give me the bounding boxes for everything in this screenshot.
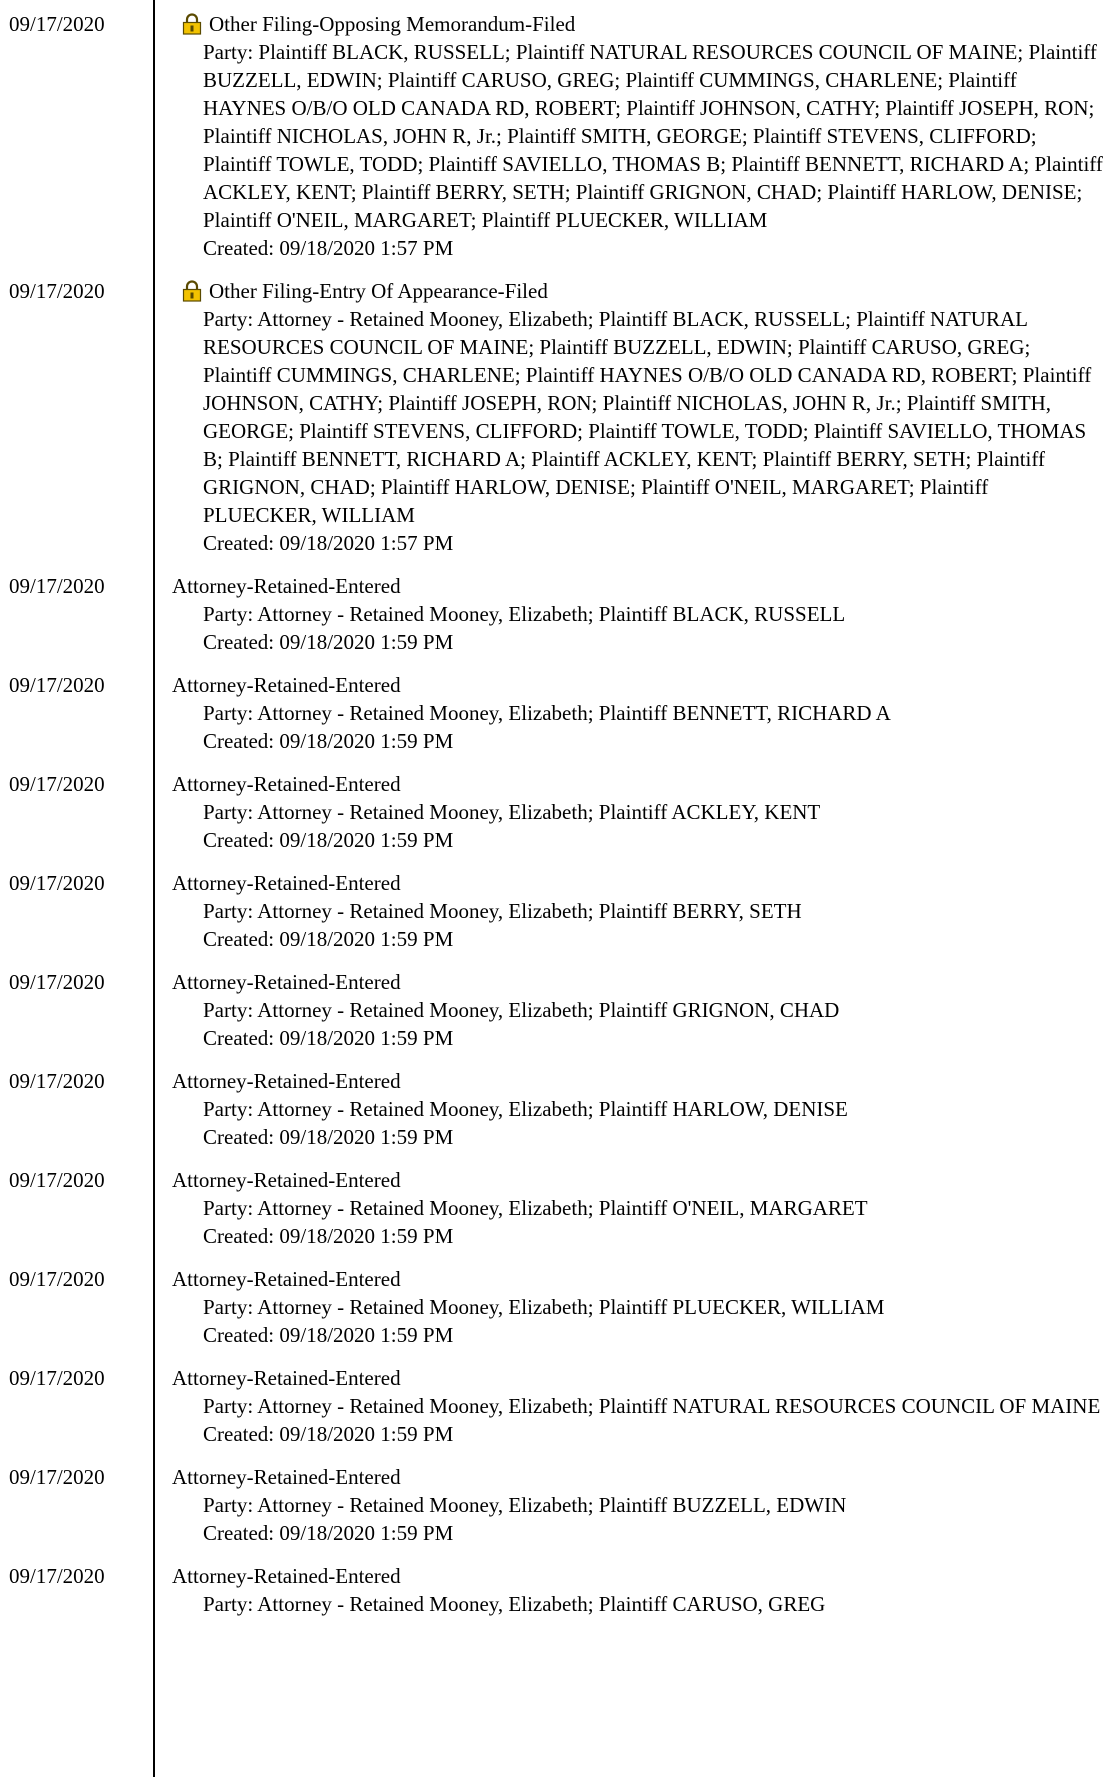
entry-date: 09/17/2020: [9, 1465, 105, 1489]
entry-created: Created: 09/18/2020 1:59 PM: [203, 630, 454, 654]
entry-title: Attorney-Retained-Entered: [172, 1366, 401, 1390]
entry-body: [172, 968, 1108, 1052]
entry-party: Party: Attorney - Retained Mooney, Elizabeth; Plaintiff PLUECKER, WILLIAM: [203, 1295, 885, 1319]
entry-party: Party: Attorney - Retained Mooney, Elizabeth; Plaintiff BERRY, SETH: [203, 899, 802, 923]
docket-entry: [0, 1067, 1108, 1166]
entry-date: 09/17/2020: [9, 1564, 105, 1588]
entry-title: Attorney-Retained-Entered: [172, 1267, 401, 1291]
docket-entry: [0, 10, 1108, 277]
entry-title: Attorney-Retained-Entered: [172, 772, 401, 796]
docket-entry: [0, 1364, 1108, 1463]
entry-title: Attorney-Retained-Entered: [172, 673, 401, 697]
entry-created: Created: 09/18/2020 1:59 PM: [203, 1422, 454, 1446]
entry-title-text: Other Filing-Opposing Memorandum-Filed: [209, 12, 576, 36]
entry-created: Created: 09/18/2020 1:59 PM: [203, 729, 454, 753]
entry-created: Created: 09/18/2020 1:59 PM: [203, 1224, 454, 1248]
entry-party: Party: Attorney - Retained Mooney, Elizabeth; Plaintiff BLACK, RUSSELL; Plaintiff NATURAL RESOURCES COUNCIL OF MAINE; Plaintiff BUZZELL, EDWIN; Plaintiff CARUSO, GREG; Plaintiff CUMMINGS, CHARLENE; Plaintiff HAYNES O/B/O OLD CANADA RD, ROBERT; Plaintiff JOHNSON, CATHY; Plaintiff JOSEPH, RON; Plaintiff NICHOLAS, JOHN R, Jr.; Plaintiff SMITH, GEORGE; Plaintiff STEVENS, CLIFFORD; Plaintiff TOWLE, TODD; Plaintiff SAVIELLO, THOMAS B; Plaintiff BENNETT, RICHARD A; Plaintiff ACKLEY, KENT; Plaintiff BERRY, SETH; Plaintiff GRIGNON, CHAD; Plaintiff HARLOW, DENISE; Plaintiff O'NEIL, MARGARET; Plaintiff PLUECKER, WILLIAM: [203, 307, 1092, 527]
entry-title[interactable]: [172, 277, 1108, 305]
entry-body: [172, 1265, 1108, 1349]
entry-body: [172, 671, 1108, 755]
entry-body: [172, 770, 1108, 854]
entry-body: [172, 869, 1108, 953]
entry-title: Attorney-Retained-Entered: [172, 574, 401, 598]
entry-created: Created: 09/18/2020 1:59 PM: [203, 1026, 454, 1050]
entry-date: 09/17/2020: [9, 12, 105, 36]
entry-date: 09/17/2020: [9, 772, 105, 796]
entry-body: [172, 1562, 1108, 1618]
entry-date: 09/17/2020: [9, 279, 105, 303]
entry-body: [172, 1463, 1108, 1547]
docket-entry: [0, 1562, 1108, 1633]
entry-created: Created: 09/18/2020 1:57 PM: [203, 531, 454, 555]
docket-entry: [0, 671, 1108, 770]
entry-created: Created: 09/18/2020 1:59 PM: [203, 1125, 454, 1149]
entry-party: Party: Attorney - Retained Mooney, Elizabeth; Plaintiff O'NEIL, MARGARET: [203, 1196, 868, 1220]
entry-title: Attorney-Retained-Entered: [172, 1564, 401, 1588]
entry-party: Party: Attorney - Retained Mooney, Elizabeth; Plaintiff BLACK, RUSSELL: [203, 602, 846, 626]
entry-party: Party: Attorney - Retained Mooney, Elizabeth; Plaintiff HARLOW, DENISE: [203, 1097, 848, 1121]
entry-title-text: Other Filing-Entry Of Appearance-Filed: [209, 279, 548, 303]
lock-icon[interactable]: [181, 280, 203, 302]
docket-entry: [0, 1265, 1108, 1364]
lock-icon[interactable]: [181, 13, 203, 35]
entry-title: Attorney-Retained-Entered: [172, 1069, 401, 1093]
entry-body: [172, 10, 1108, 262]
entry-title: Attorney-Retained-Entered: [172, 871, 401, 895]
docket-entry: [0, 869, 1108, 968]
entry-date: 09/17/2020: [9, 1069, 105, 1093]
docket-entry: [0, 968, 1108, 1067]
entry-body: [172, 1067, 1108, 1151]
entry-date: 09/17/2020: [9, 970, 105, 994]
entry-created: Created: 09/18/2020 1:59 PM: [203, 1521, 454, 1545]
docket-entry: [0, 277, 1108, 572]
entry-party: Party: Attorney - Retained Mooney, Elizabeth; Plaintiff BUZZELL, EDWIN: [203, 1493, 847, 1517]
docket-entry: [0, 1463, 1108, 1562]
entry-party: Party: Attorney - Retained Mooney, Elizabeth; Plaintiff NATURAL RESOURCES COUNCIL OF MAINE: [203, 1394, 1101, 1418]
entry-created: Created: 09/18/2020 1:59 PM: [203, 927, 454, 951]
docket-entry: [0, 1166, 1108, 1265]
docket-entry: [0, 572, 1108, 671]
entry-party: Party: Attorney - Retained Mooney, Elizabeth; Plaintiff BENNETT, RICHARD A: [203, 701, 891, 725]
docket-entry: [0, 770, 1108, 869]
entry-title[interactable]: [172, 10, 1108, 38]
entry-date: 09/17/2020: [9, 1168, 105, 1192]
entry-created: Created: 09/18/2020 1:59 PM: [203, 1323, 454, 1347]
entry-title: Attorney-Retained-Entered: [172, 1168, 401, 1192]
entry-body: [172, 572, 1108, 656]
entry-party: Party: Attorney - Retained Mooney, Elizabeth; Plaintiff ACKLEY, KENT: [203, 800, 821, 824]
entry-title: Attorney-Retained-Entered: [172, 1465, 401, 1489]
entry-party: Party: Attorney - Retained Mooney, Elizabeth; Plaintiff GRIGNON, CHAD: [203, 998, 840, 1022]
entry-party: Party: Attorney - Retained Mooney, Elizabeth; Plaintiff CARUSO, GREG: [203, 1592, 826, 1616]
entry-date: 09/17/2020: [9, 1267, 105, 1291]
entry-title: Attorney-Retained-Entered: [172, 970, 401, 994]
entry-date: 09/17/2020: [9, 673, 105, 697]
entry-party: Party: Plaintiff BLACK, RUSSELL; Plaintiff NATURAL RESOURCES COUNCIL OF MAINE; Plaintiff BUZZELL, EDWIN; Plaintiff CARUSO, GREG; Plaintiff CUMMINGS, CHARLENE; Plaintiff HAYNES O/B/O OLD CANADA RD, ROBERT; Plaintiff JOHNSON, CATHY; Plaintiff JOSEPH, RON; Plaintiff NICHOLAS, JOHN R, Jr.; Plaintiff SMITH, GEORGE; Plaintiff STEVENS, CLIFFORD; Plaintiff TOWLE, TODD; Plaintiff SAVIELLO, THOMAS B; Plaintiff BENNETT, RICHARD A; Plaintiff ACKLEY, KENT; Plaintiff BERRY, SETH; Plaintiff GRIGNON, CHAD; Plaintiff HARLOW, DENISE; Plaintiff O'NEIL, MARGARET; Plaintiff PLUECKER, WILLIAM: [203, 40, 1103, 232]
entry-date: 09/17/2020: [9, 1366, 105, 1390]
docket-entries: [0, 10, 1108, 1633]
entry-body: [172, 277, 1108, 557]
entry-created: Created: 09/18/2020 1:57 PM: [203, 236, 454, 260]
entry-date: 09/17/2020: [9, 574, 105, 598]
entry-date: 09/17/2020: [9, 871, 105, 895]
entry-body: [172, 1364, 1108, 1448]
entry-created: Created: 09/18/2020 1:59 PM: [203, 828, 454, 852]
entry-body: [172, 1166, 1108, 1250]
